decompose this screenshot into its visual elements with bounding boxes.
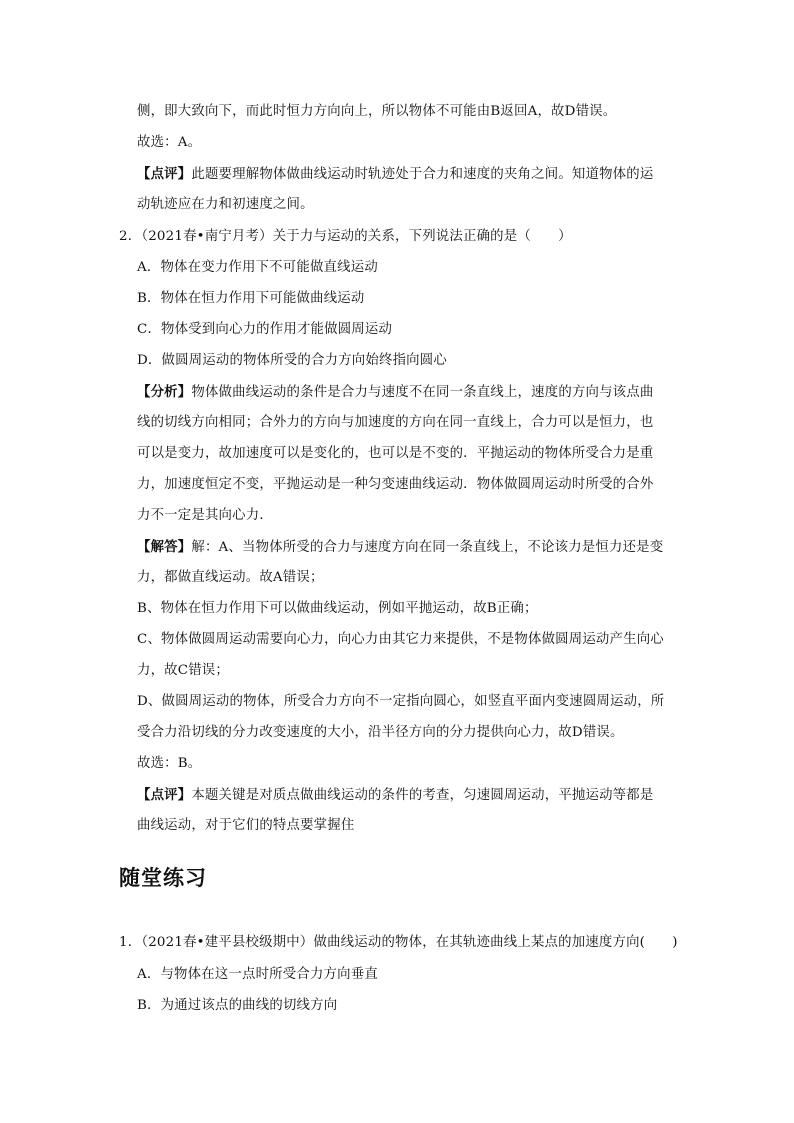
solution-line (137, 538, 663, 557)
text-line: D、做圆周运动的物体，所受合力方向不一定指向圆心，如竖直平面内变速圆周运动，所 (137, 694, 665, 709)
text-line: 线的切线方向相同；合外力的方向与加速度的方向在同一直线上，合力可以是恒力，也 (137, 415, 654, 430)
analysis-line (137, 383, 653, 402)
text-line: 曲线运动，对于它们的特点要掌握住 (137, 818, 355, 833)
text-line: 故选：A。 (137, 135, 202, 150)
text-line: 力不一定是其向心力． (137, 508, 273, 523)
comment-text: 此题要理解物体做曲线运动时轨迹处于合力和速度的夹角之间。知道物体的运 (191, 167, 654, 182)
comment-label: 【点评】 (137, 166, 192, 182)
comment-text: 本题关键是对质点做曲线运动的条件的考查，匀速圆周运动，平抛运动等都是 (191, 788, 654, 803)
practice-option-b: B．为通过该点的曲线的切线方向 (137, 998, 338, 1013)
text-line: 动轨迹应在力和初速度之间。 (137, 197, 314, 212)
comment-line (137, 165, 653, 184)
analysis-label: 【分析】 (137, 384, 192, 400)
section-title: 随堂练习 (119, 866, 207, 890)
text-line: 力，故C错误； (137, 663, 229, 678)
text-line: B、物体在恒力作用下可以做曲线运动，例如平抛运动，故B正确； (137, 601, 538, 616)
solution-label: 【解答】 (137, 539, 192, 555)
question-2-stem: 2．（2021春•南宁月考）关于力与运动的关系，下列说法正确的是（ ） (119, 229, 572, 244)
text-line: 故选：B。 (137, 756, 202, 771)
analysis-text: 物体做曲线运动的条件是合力与速度不在同一条直线上，速度的方向与该点曲 (191, 385, 654, 400)
text-line: 侧，即大致向下，而此时恒力方向向上，所以物体不可能由B返回A，故D错误。 (137, 104, 617, 119)
option-b: B．物体在恒力作用下可能做曲线运动 (137, 291, 365, 306)
text-line: 力，加速度恒定不变，平抛运动是一种匀变速曲线运动．物体做圆周运动时所受的合外 (137, 477, 654, 492)
text-line: C、物体做圆周运动需要向心力，向心力由其它力来提供，不是物体做圆周运动产生向心 (137, 632, 664, 647)
option-d: D．做圆周运动的物体所受的合力方向始终指向圆心 (137, 353, 447, 368)
comment-label: 【点评】 (137, 787, 192, 803)
text-line: 可以是变力，故加速度可以是变化的，也可以是不变的．平抛运动的物体所受合力是重 (137, 446, 654, 461)
comment-line (137, 786, 653, 805)
practice-question-1-stem: 1．（2021春•建平县校级期中）做曲线运动的物体，在其轨迹曲线上某点的加速度方向( ) (119, 935, 678, 950)
option-c: C．物体受到向心力的作用才能做圆周运动 (137, 322, 393, 337)
text-line: 受合力沿切线的分力改变速度的大小，沿半径方向的分力提供向心力，故D错误。 (137, 725, 624, 740)
option-a: A．物体在变力作用下不可能做直线运动 (137, 260, 378, 275)
solution-text: 解：A、当物体所受的合力与速度方向在同一条直线上，不论该力是恒力还是变 (191, 540, 664, 555)
practice-option-a: A．与物体在这一点时所受合力方向垂直 (137, 967, 378, 982)
text-line: 力，都做直线运动。故A错误； (137, 570, 324, 585)
